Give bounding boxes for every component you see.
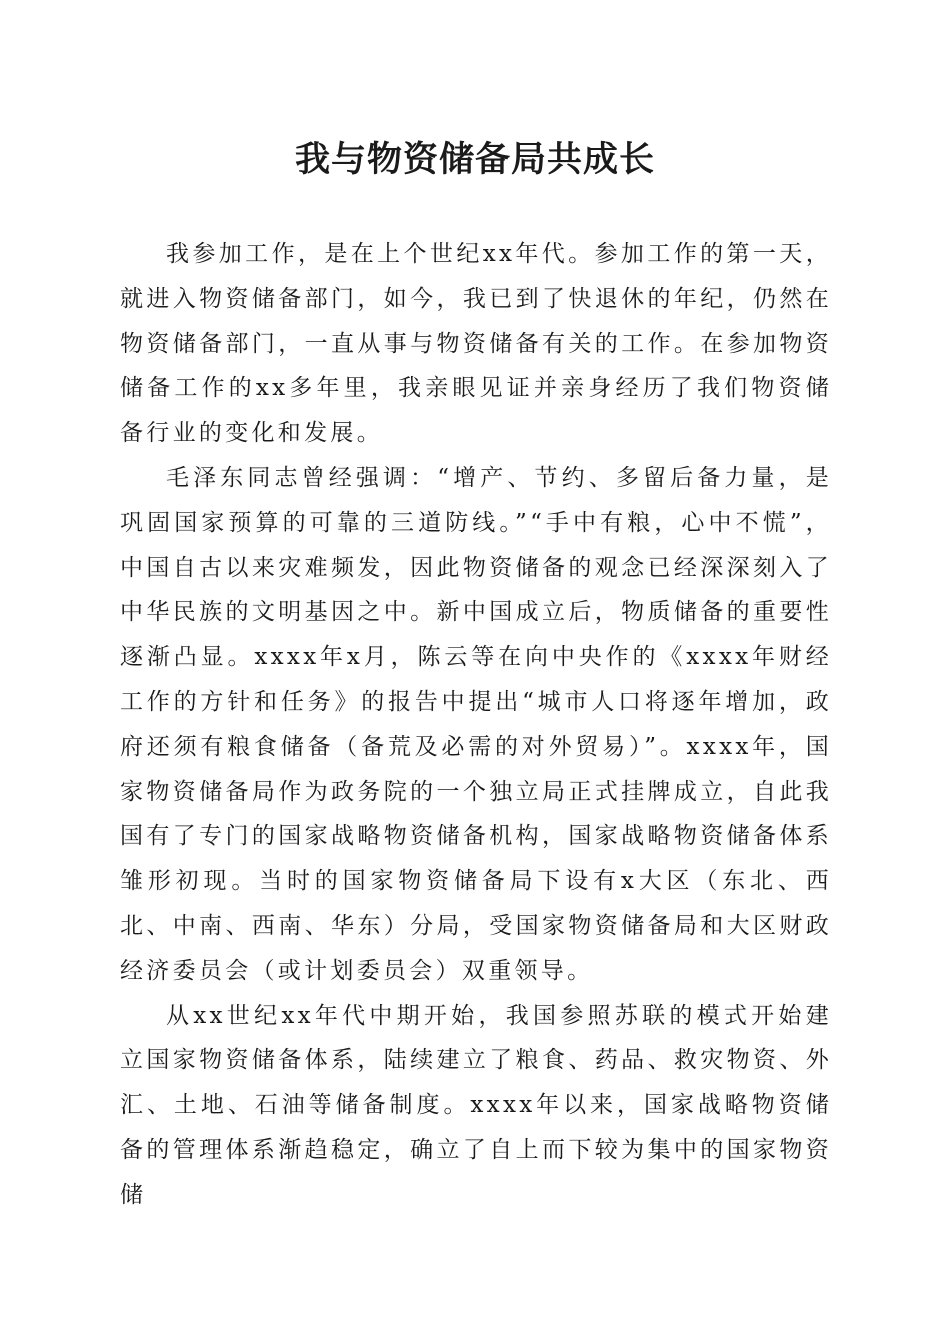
paragraph-2: 毛泽东同志曾经强调：“增产、节约、多留后备力量，是巩固国家预算的可靠的三道防线。”“手中有粮，心中不慌”，中国自古以来灾难频发，因此物资储备的观念已经深深刻入了中华民族的文明基因之中。新中国成立后，物质储备的重要性逐渐凸显。xxxx年x月，陈云等在向中央作的《xxxx年财经工作的方针和任务》的报告中提出“城市人口将逐年增加，政府还须有粮食储备（备荒及必需的对外贸易）”。xxxx年，国家物资储备局作为政务院的一个独立局正式挂牌成立，自此我国有了专门的国家战略物资储备机构，国家战略物资储备体系雏形初现。当时的国家物资储备局下设有x大区（东北、西北、中南、西南、华东）分局，受国家物资储备局和大区财政经济委员会（或计划委员会）双重领导。 [120,464,832,984]
paragraph-1: 我参加工作，是在上个世纪xx年代。参加工作的第一天，就进入物资储备部门，如今，我已到了快退休的年纪，仍然在物资储备部门，一直从事与物资储备有关的工作。在参加物资储备工作的xx多年里，我亲眼见证并亲身经历了我们物资储备行业的变化和发展。 [120,241,832,447]
document-title: 我与物资储备局共成长 [294,139,655,180]
paragraph-3: 从xx世纪xx年代中期开始，我国参照苏联的模式开始建立国家物资储备体系，陆续建立了粮食、药品、救灾物资、外汇、土地、石油等储备制度。xxxx年以来，国家战略物资储备的管理体系渐趋稳定，确立了自上而下较为集中的国家物资储 [120,1002,832,1208]
document-body [120,232,832,1218]
